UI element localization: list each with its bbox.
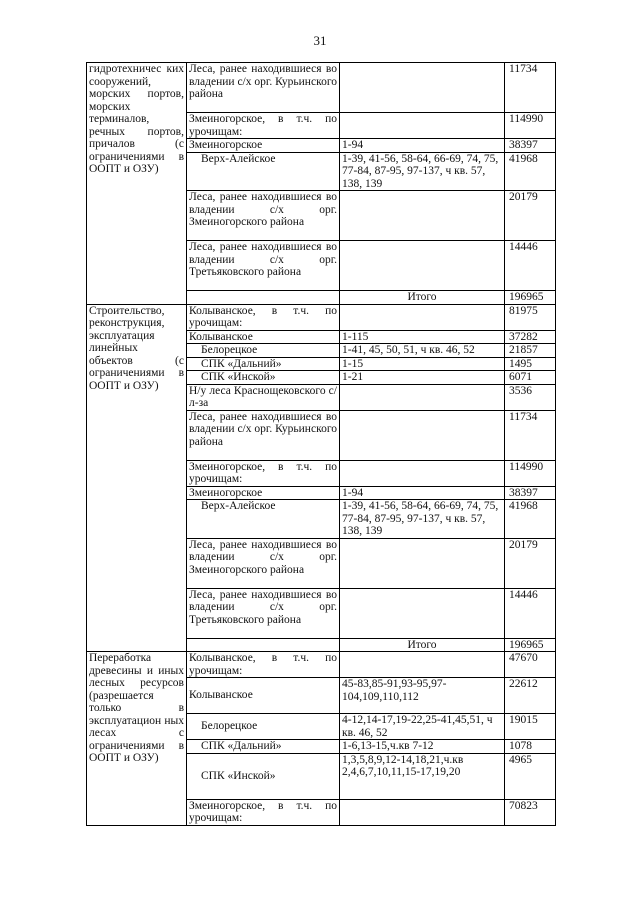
purpose-cell: гидротехничес ких сооружений, морских портов, морских терминалов, речных портов, причалов (с ограничениями в ООПТ и ОЗУ) (87, 63, 187, 305)
quarters-cell: 1-6,13-15,ч.кв 7-12 (340, 740, 505, 754)
table-row (87, 63, 556, 113)
area-cell: 4965 (505, 753, 556, 799)
area-cell: 11734 (505, 63, 556, 113)
site-cell: Змеиногорское (187, 139, 340, 153)
quarters-cell: 1-39, 41-56, 58-64, 66-69, 74, 75, 77-84, 87-95, 97-137, ч кв. 57, 138, 139 (340, 152, 505, 191)
site-cell: Леса, ранее находившиеся во владении с/х орг. Третьяковского района (187, 241, 340, 291)
quarters-cell: 1-115 (340, 330, 505, 344)
quarters-cell (340, 799, 505, 825)
site-cell: Колыванское, в т.ч. по урочищам: (187, 304, 340, 330)
quarters-cell (340, 241, 505, 291)
site-cell: СПК «Инской» (187, 371, 340, 385)
quarters-cell: 1-41, 45, 50, 51, ч кв. 46, 52 (340, 344, 505, 358)
table-row (87, 652, 556, 678)
quarters-cell (340, 384, 505, 410)
quarters-cell (340, 588, 505, 638)
page-number: 31 (313, 33, 327, 48)
quarters-cell: 1-21 (340, 371, 505, 385)
site-cell (187, 638, 340, 652)
quarters-cell (340, 410, 505, 460)
site-cell: Леса, ранее находившиеся во владении с/х орг. Курьинского района (187, 63, 340, 113)
area-cell: 47670 (505, 652, 556, 678)
quarters-cell (340, 63, 505, 113)
site-cell: Змеиногорское, в т.ч. по урочищам: (187, 113, 340, 139)
area-cell: 81975 (505, 304, 556, 330)
area-cell: 11734 (505, 410, 556, 460)
total-area: 196965 (505, 638, 556, 652)
site-cell: Колыванское (187, 678, 340, 714)
purpose-cell: Строительство, реконструкция, эксплуатация линейных объектов (с ограничениями в ООПТ и ОЗУ) (87, 304, 187, 652)
area-cell: 3536 (505, 384, 556, 410)
table-row (87, 304, 556, 330)
quarters-cell: 1-39, 41-56, 58-64, 66-69, 74, 75, 77-84, 87-95, 97-137, ч кв. 57, 138, 139 (340, 500, 505, 539)
quarters-cell: 1,3,5,8,9,12-14,18,21,ч.кв 2,4,6,7,10,11,15-17,19,20 (340, 753, 505, 799)
purpose-cell: Переработка древесины и иных лесных ресурсов (разрешается только в эксплуатацион ных лесах с ограничениями в ООПТ и ОЗУ) (87, 652, 187, 826)
site-cell: Верх-Алейское (187, 500, 340, 539)
quarters-cell: 4-12,14-17,19-22,25-41,45,51, ч кв. 46, 52 (340, 714, 505, 740)
quarters-cell (340, 538, 505, 588)
quarters-cell: 1-15 (340, 357, 505, 371)
site-cell: Змеиногорское (187, 486, 340, 500)
site-cell: Леса, ранее находившиеся во владении с/х орг. Курьинского района (187, 410, 340, 460)
area-cell: 1495 (505, 357, 556, 371)
area-cell: 38397 (505, 486, 556, 500)
area-cell: 20179 (505, 191, 556, 241)
quarters-cell: 1-94 (340, 139, 505, 153)
area-cell: 6071 (505, 371, 556, 385)
site-cell: Н/у леса Краснощековского с/л-за (187, 384, 340, 410)
area-cell: 114990 (505, 460, 556, 486)
area-cell: 41968 (505, 152, 556, 191)
site-cell: Леса, ранее находившиеся во владении с/х орг. Третьяковского района (187, 588, 340, 638)
total-label: Итого (340, 638, 505, 652)
quarters-cell (340, 460, 505, 486)
area-cell: 22612 (505, 678, 556, 714)
area-cell: 70823 (505, 799, 556, 825)
site-cell: Леса, ранее находившиеся во владении с/х орг. Змеиногорского района (187, 538, 340, 588)
area-cell: 19015 (505, 714, 556, 740)
quarters-cell (340, 191, 505, 241)
site-cell: Змеиногорское, в т.ч. по урочищам: (187, 799, 340, 825)
total-area: 196965 (505, 291, 556, 305)
area-cell: 114990 (505, 113, 556, 139)
site-cell: СПК «Инской» (187, 753, 340, 799)
quarters-cell (340, 304, 505, 330)
area-cell: 41968 (505, 500, 556, 539)
quarters-cell: 45-83,85-91,93-95,97-104,109,110,112 (340, 678, 505, 714)
area-cell: 20179 (505, 538, 556, 588)
area-cell: 21857 (505, 344, 556, 358)
forest-use-table (86, 62, 556, 826)
quarters-cell (340, 113, 505, 139)
site-cell: Колыванское (187, 330, 340, 344)
area-cell: 14446 (505, 588, 556, 638)
area-cell: 37282 (505, 330, 556, 344)
area-cell: 1078 (505, 740, 556, 754)
quarters-cell (340, 652, 505, 678)
site-cell: Белорецкое (187, 714, 340, 740)
quarters-cell: 1-94 (340, 486, 505, 500)
total-label: Итого (340, 291, 505, 305)
site-cell (187, 291, 340, 305)
site-cell: Змеиногорское, в т.ч. по урочищам: (187, 460, 340, 486)
site-cell: Верх-Алейское (187, 152, 340, 191)
area-cell: 14446 (505, 241, 556, 291)
site-cell: Леса, ранее находившиеся во владении с/х орг. Змеиногорского района (187, 191, 340, 241)
site-cell: СПК «Дальний» (187, 740, 340, 754)
site-cell: Белорецкое (187, 344, 340, 358)
site-cell: СПК «Дальний» (187, 357, 340, 371)
site-cell: Колыванское, в т.ч. по урочищам: (187, 652, 340, 678)
area-cell: 38397 (505, 139, 556, 153)
